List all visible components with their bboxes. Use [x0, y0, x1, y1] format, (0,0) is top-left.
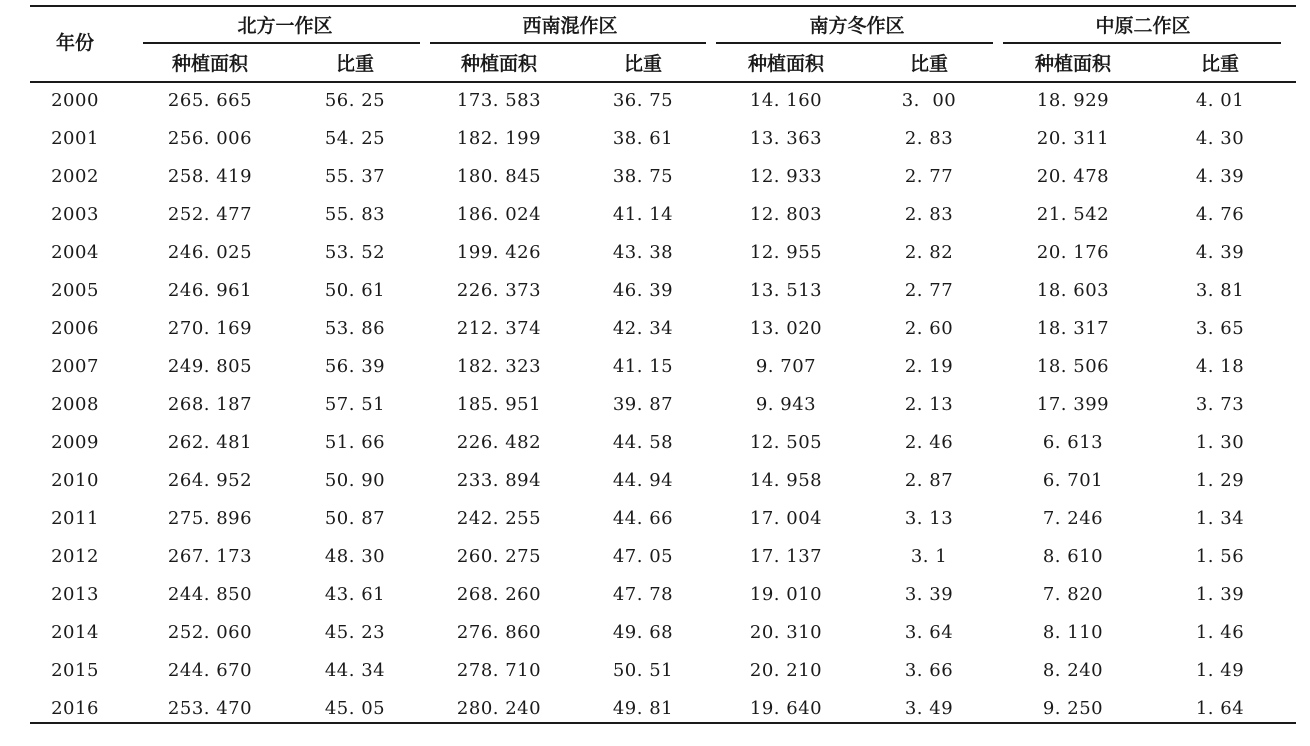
- area-cell: 18. 603: [1036, 280, 1110, 301]
- area-cell: 182. 323: [456, 356, 542, 377]
- area-cell: 12. 933: [749, 166, 823, 187]
- year-cell: 2015: [51, 660, 99, 681]
- share-cell: 50. 51: [612, 660, 674, 681]
- share-cell: 4. 39: [1195, 242, 1245, 263]
- share-cell: 1. 30: [1195, 432, 1245, 453]
- share-cell: 47. 78: [612, 584, 674, 605]
- share-cell: 2. 13: [904, 394, 954, 415]
- share-cell: 2. 87: [904, 470, 954, 491]
- area-cell: 9. 943: [755, 394, 817, 415]
- area-cell: 244. 670: [167, 660, 253, 681]
- share-cell: 4. 01: [1195, 90, 1245, 111]
- area-column-header: 种植面积: [171, 53, 248, 75]
- share-cell: 56. 39: [324, 356, 386, 377]
- area-cell: 260. 275: [456, 546, 542, 567]
- area-cell: 226. 482: [456, 432, 542, 453]
- year-cell: 2002: [51, 166, 99, 187]
- share-cell: 2. 77: [904, 280, 954, 301]
- share-cell: 55. 83: [324, 204, 386, 225]
- area-cell: 252. 477: [167, 204, 253, 225]
- share-cell: 1. 46: [1195, 622, 1245, 643]
- year-cell: 2014: [51, 622, 99, 643]
- share-cell: 3. 1: [910, 546, 948, 567]
- area-cell: 13. 363: [749, 128, 823, 149]
- area-cell: 182. 199: [456, 128, 542, 149]
- header-rule: [30, 81, 1296, 83]
- area-column-header: 种植面积: [1034, 53, 1111, 75]
- share-cell: 1. 29: [1195, 470, 1245, 491]
- area-cell: 8. 240: [1042, 660, 1104, 681]
- share-cell: 45. 23: [324, 622, 386, 643]
- area-cell: 21. 542: [1036, 204, 1110, 225]
- share-cell: 44. 94: [612, 470, 674, 491]
- share-cell: 2. 83: [904, 204, 954, 225]
- year-cell: 2011: [51, 508, 99, 529]
- share-cell: 44. 58: [612, 432, 674, 453]
- area-cell: 20. 310: [749, 622, 823, 643]
- area-cell: 20. 311: [1036, 128, 1110, 149]
- group-rule: [1003, 42, 1281, 44]
- share-cell: 1. 49: [1195, 660, 1245, 681]
- area-cell: 6. 701: [1042, 470, 1104, 491]
- year-cell: 2013: [51, 584, 99, 605]
- share-cell: 1. 56: [1195, 546, 1245, 567]
- share-cell: 43. 61: [324, 584, 386, 605]
- area-cell: 212. 374: [456, 318, 542, 339]
- share-cell: 1. 39: [1195, 584, 1245, 605]
- share-cell: 3. 65: [1195, 318, 1245, 339]
- year-cell: 2006: [51, 318, 99, 339]
- share-column-header: 比重: [623, 53, 662, 75]
- share-cell: 53. 52: [324, 242, 386, 263]
- share-cell: 3. 66: [904, 660, 954, 681]
- group-rule: [143, 42, 420, 44]
- area-cell: 262. 481: [167, 432, 253, 453]
- share-cell: 41. 15: [612, 356, 674, 377]
- area-cell: 185. 951: [456, 394, 542, 415]
- share-cell: 49. 81: [612, 698, 674, 719]
- share-cell: 45. 05: [324, 698, 386, 719]
- share-cell: 3. 13: [904, 508, 954, 529]
- area-cell: 268. 187: [167, 394, 253, 415]
- area-cell: 280. 240: [456, 698, 542, 719]
- area-cell: 265. 665: [167, 90, 253, 111]
- share-cell: 2. 19: [904, 356, 954, 377]
- share-cell: 2. 46: [904, 432, 954, 453]
- area-cell: 252. 060: [167, 622, 253, 643]
- area-column-header: 种植面积: [747, 53, 824, 75]
- area-cell: 19. 010: [749, 584, 823, 605]
- year-cell: 2003: [51, 204, 99, 225]
- share-cell: 36. 75: [612, 90, 674, 111]
- area-cell: 242. 255: [456, 508, 542, 529]
- area-cell: 244. 850: [167, 584, 253, 605]
- share-cell: 3. 49: [904, 698, 954, 719]
- area-cell: 20. 478: [1036, 166, 1110, 187]
- share-cell: 44. 34: [324, 660, 386, 681]
- area-cell: 14. 160: [749, 90, 823, 111]
- area-cell: 9. 707: [755, 356, 817, 377]
- share-column-header: 比重: [335, 53, 374, 75]
- share-cell: 38. 61: [612, 128, 674, 149]
- share-cell: 39. 87: [612, 394, 674, 415]
- share-cell: 54. 25: [324, 128, 386, 149]
- share-cell: 44. 66: [612, 508, 674, 529]
- area-cell: 12. 803: [749, 204, 823, 225]
- share-cell: 4. 30: [1195, 128, 1245, 149]
- area-cell: 267. 173: [167, 546, 253, 567]
- share-cell: 53. 86: [324, 318, 386, 339]
- group-header: 中原二作区: [1095, 15, 1191, 37]
- year-cell: 2012: [51, 546, 99, 567]
- share-cell: 3. 64: [904, 622, 954, 643]
- share-cell: 4. 76: [1195, 204, 1245, 225]
- area-cell: 276. 860: [456, 622, 542, 643]
- area-cell: 270. 169: [167, 318, 253, 339]
- share-cell: 2. 77: [904, 166, 954, 187]
- area-cell: 19. 640: [749, 698, 823, 719]
- area-cell: 249. 805: [167, 356, 253, 377]
- area-cell: 226. 373: [456, 280, 542, 301]
- share-cell: 47. 05: [612, 546, 674, 567]
- share-cell: 49. 68: [612, 622, 674, 643]
- share-cell: 2. 60: [904, 318, 954, 339]
- share-cell: 3. 00: [901, 90, 957, 111]
- area-cell: 18. 929: [1036, 90, 1110, 111]
- group-header: 北方一作区: [237, 15, 333, 37]
- share-cell: 2. 83: [904, 128, 954, 149]
- share-cell: 41. 14: [612, 204, 674, 225]
- share-cell: 2. 82: [904, 242, 954, 263]
- year-cell: 2008: [51, 394, 99, 415]
- area-cell: 278. 710: [456, 660, 542, 681]
- area-cell: 275. 896: [167, 508, 253, 529]
- year-cell: 2000: [51, 90, 99, 111]
- share-cell: 48. 30: [324, 546, 386, 567]
- year-cell: 2001: [51, 128, 99, 149]
- area-cell: 8. 110: [1042, 622, 1104, 643]
- area-cell: 18. 506: [1036, 356, 1110, 377]
- area-cell: 12. 955: [749, 242, 823, 263]
- share-cell: 56. 25: [324, 90, 386, 111]
- year-header: 年份: [55, 32, 94, 54]
- share-cell: 4. 18: [1195, 356, 1245, 377]
- year-cell: 2007: [51, 356, 99, 377]
- area-cell: 180. 845: [456, 166, 542, 187]
- share-cell: 57. 51: [324, 394, 386, 415]
- share-cell: 50. 90: [324, 470, 386, 491]
- year-cell: 2016: [51, 698, 99, 719]
- share-cell: 1. 34: [1195, 508, 1245, 529]
- area-cell: 268. 260: [456, 584, 542, 605]
- area-cell: 233. 894: [456, 470, 542, 491]
- share-cell: 55. 37: [324, 166, 386, 187]
- top-rule: [30, 5, 1296, 7]
- share-cell: 38. 75: [612, 166, 674, 187]
- share-cell: 50. 87: [324, 508, 386, 529]
- year-cell: 2010: [51, 470, 99, 491]
- area-cell: 8. 610: [1042, 546, 1104, 567]
- share-cell: 4. 39: [1195, 166, 1245, 187]
- share-cell: 46. 39: [612, 280, 674, 301]
- area-cell: 18. 317: [1036, 318, 1110, 339]
- share-cell: 51. 66: [324, 432, 386, 453]
- area-cell: 12. 505: [749, 432, 823, 453]
- area-cell: 258. 419: [167, 166, 253, 187]
- area-cell: 7. 246: [1042, 508, 1104, 529]
- bottom-rule: [30, 722, 1296, 724]
- share-column-header: 比重: [1200, 53, 1239, 75]
- year-cell: 2005: [51, 280, 99, 301]
- share-cell: 43. 38: [612, 242, 674, 263]
- area-cell: 17. 137: [749, 546, 823, 567]
- area-cell: 14. 958: [749, 470, 823, 491]
- year-cell: 2004: [51, 242, 99, 263]
- area-cell: 246. 025: [167, 242, 253, 263]
- area-cell: 264. 952: [167, 470, 253, 491]
- year-cell: 2009: [51, 432, 99, 453]
- area-cell: 186. 024: [456, 204, 542, 225]
- group-header: 西南混作区: [522, 15, 618, 37]
- share-cell: 3. 81: [1195, 280, 1245, 301]
- group-rule: [430, 42, 706, 44]
- share-cell: 3. 73: [1195, 394, 1245, 415]
- area-cell: 13. 513: [749, 280, 823, 301]
- area-cell: 7. 820: [1042, 584, 1104, 605]
- area-cell: 17. 004: [749, 508, 823, 529]
- area-cell: 9. 250: [1042, 698, 1104, 719]
- area-cell: 20. 176: [1036, 242, 1110, 263]
- area-cell: 17. 399: [1036, 394, 1110, 415]
- area-cell: 199. 426: [456, 242, 542, 263]
- area-cell: 256. 006: [167, 128, 253, 149]
- area-column-header: 种植面积: [460, 53, 537, 75]
- area-cell: 173. 583: [456, 90, 542, 111]
- share-cell: 50. 61: [324, 280, 386, 301]
- share-cell: 42. 34: [612, 318, 674, 339]
- area-cell: 13. 020: [749, 318, 823, 339]
- share-cell: 3. 39: [904, 584, 954, 605]
- area-cell: 6. 613: [1042, 432, 1104, 453]
- group-rule: [716, 42, 993, 44]
- area-cell: 253. 470: [167, 698, 253, 719]
- share-column-header: 比重: [909, 53, 948, 75]
- area-cell: 246. 961: [167, 280, 253, 301]
- share-cell: 1. 64: [1195, 698, 1245, 719]
- area-cell: 20. 210: [749, 660, 823, 681]
- group-header: 南方冬作区: [809, 15, 905, 37]
